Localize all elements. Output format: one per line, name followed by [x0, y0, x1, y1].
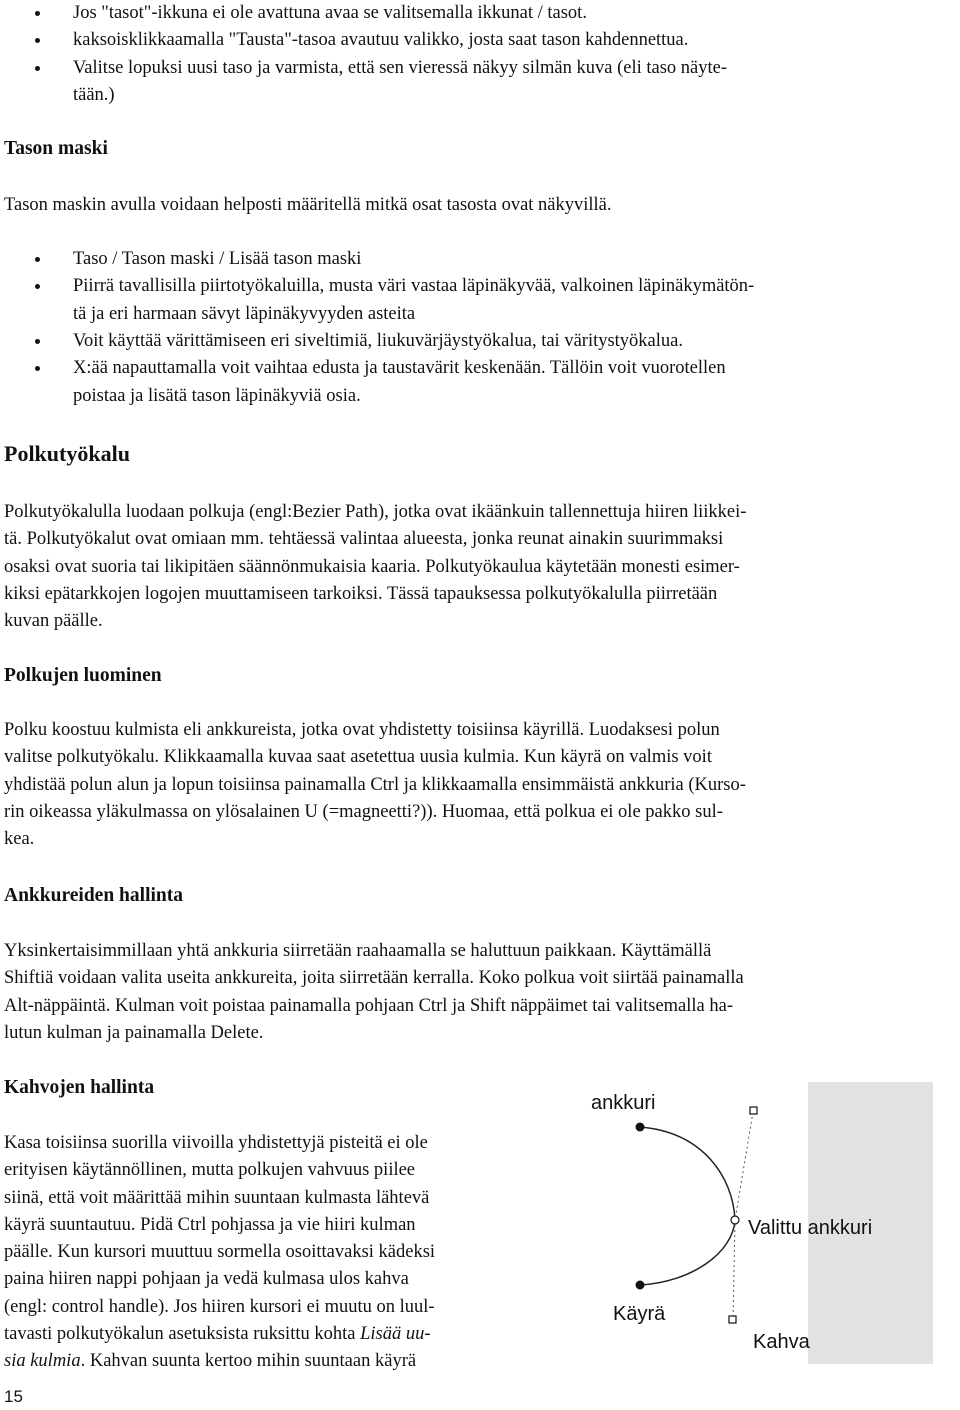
- list-item: Taso / Tason maski / Lisää tason maski: [0, 246, 960, 273]
- text-line: yhdistää polun alun ja lopun toisiinsa painamalla Ctrl ja klikkaamalla ensimmäistä ankkuria (Kurso-: [4, 774, 746, 795]
- anchor-point-bottom: [636, 1281, 645, 1290]
- text-line: kuvan päälle.: [4, 611, 103, 632]
- text-line: erityisen käytännöllinen, mutta polkujen vahvuus piilee: [4, 1160, 416, 1181]
- text-line: (engl: control handle). Jos hiiren kursori ei muutu on luul-: [4, 1296, 435, 1317]
- label-valittu-ankkuri: Valittu ankkuri: [748, 1217, 873, 1239]
- curve-lower: [640, 1220, 735, 1285]
- text-line: käyrä suuntautuu. Pidä Ctrl pohjassa ja vie hiiri kulman: [4, 1214, 416, 1235]
- label-kayra: Käyrä: [613, 1303, 666, 1325]
- handle-square-top: [750, 1107, 757, 1114]
- paragraph-polkutyokalu: [0, 499, 960, 635]
- heading-tason-maski: Tason maski: [4, 138, 108, 159]
- list-item: X:ää napauttamalla voit vaihtaa edusta ja taustavärit keskenään. Tällöin voit vuorotellen: [0, 355, 960, 382]
- path-anchor-figure: [583, 1082, 933, 1364]
- text-line: paina hiiren nappi pohjaan ja vedä kulmasa ulos kahva: [4, 1269, 409, 1290]
- label-ankkuri: ankkuri: [591, 1092, 656, 1114]
- list-item-continuation: poistaa ja lisätä tason läpinäkyviä osia.: [73, 386, 361, 406]
- text-line: Alt-näppäintä. Kulman voit poistaa painamalla pohjaan Ctrl ja Shift näppäimet tai valitsemalla ha-: [4, 995, 733, 1016]
- list-item: Valitse lopuksi uusi taso ja varmista, että sen vieressä näkyy silmän kuva (eli taso näyte-: [0, 55, 960, 82]
- text-line: Shiftiä voidaan valita useita ankkureita, joita siirretään kerralla. Koko polkua voit siirtää painamalla: [4, 968, 744, 989]
- paragraph-polkujen-luominen: [0, 717, 960, 853]
- selected-anchor-point: [731, 1216, 739, 1224]
- heading-polkujen-luominen: Polkujen luominen: [4, 665, 162, 686]
- anchor-point-top: [636, 1123, 645, 1132]
- text-line: lutun kulman ja painamalla Delete.: [4, 1022, 264, 1043]
- page-number: 15: [4, 1387, 23, 1406]
- text-line: Polku koostuu kulmista eli ankkureista, jotka ovat yhdistetty toisiinsa käyrillä. Luodaksesi polun: [4, 720, 720, 740]
- text-line: kea.: [4, 829, 35, 850]
- text-line: siinä, että voit määrittää mihin suuntaan kulmasta lähtevä: [4, 1187, 430, 1208]
- text-line: valitse polkutyökalu. Klikkaamalla kuvaa saat asetettua uusia kulmia. Kun käyrä on valmis voit: [4, 747, 712, 768]
- list-item-continuation: tään.): [73, 84, 115, 105]
- paragraph-kahvojen-hallinta: [0, 1130, 570, 1376]
- text-line: kiksi epätarkkojen logojen muuttamiseen tarkoiksi. Tässä tapauksessa polkutyökalulla piirretään: [4, 583, 718, 604]
- handle-square-bottom: [729, 1316, 736, 1323]
- text-line: Yksinkertaisimmillaan yhtä ankkuria siirretään raahaamalla se haluttuun paikkaan. Käyttämällä: [4, 941, 712, 961]
- paragraph-tason-maski: Tason maskin avulla voidaan helposti määritellä mitkä osat tasosta ovat näkyvillä.: [4, 195, 612, 215]
- text-line: Kasa toisiinsa suorilla viivoilla yhdistettyjä pisteitä ei ole: [4, 1133, 428, 1153]
- italic-option-name: sia kulmia: [4, 1351, 81, 1372]
- heading-ankkureiden-hallinta: Ankkureiden hallinta: [4, 885, 183, 906]
- tason-maski-bullet-list-2: [0, 328, 960, 383]
- italic-option-name: Lisää uu-: [360, 1324, 431, 1345]
- list-item-continuation: tä ja eri harmaan sävyt läpinäkyvyyden asteita: [73, 304, 416, 324]
- heading-kahvojen-hallinta: Kahvojen hallinta: [4, 1077, 155, 1098]
- text-line: Polkutyökalulla luodaan polkuja (engl:Bezier Path), jotka ovat ikäänkuin tallennettuja hiiren liikkei-: [4, 502, 747, 522]
- text-line: sia kulmia. Kahvan suunta kertoo mihin suuntaan käyrä: [4, 1351, 417, 1372]
- list-item: Piirrä tavallisilla piirtotyökaluilla, musta väri vastaa läpinäkyvää, valkoinen läpinäkymätön-: [0, 273, 960, 300]
- text-line: rin oikeassa yläkulmassa on ylösalainen U (=magneetti?)). Huomaa, että polkua ei ole pakko sul-: [4, 801, 723, 822]
- list-item: Voit käyttää värittämiseen eri siveltimiä, liukuvärjäystyökalua, tai väritystyökalua.: [0, 328, 960, 355]
- curve-upper: [640, 1127, 735, 1220]
- text-line: tavasti polkutyökalun asetuksista ruksittu kohta Lisää uu-: [4, 1324, 431, 1345]
- handle-line-upper: [735, 1112, 753, 1220]
- tason-maski-bullet-list: [0, 246, 960, 301]
- text-line: osaksi ovat suoria tai likipitäen säännönmukaisia kaaria. Polkutyökaulua käytetään monesti esimer-: [4, 556, 740, 577]
- heading-polkutyokalu: Polkutyökalu: [4, 441, 130, 466]
- text-line: päälle. Kun kursori muuttuu sormella osoittavaksi kädeksi: [4, 1242, 436, 1263]
- label-kahva: Kahva: [753, 1331, 810, 1353]
- text-line: tä. Polkutyökalut ovat omiaan mm. tehtäessä valintaa alueesta, jonka reunat ainakin suurimmaksi: [4, 529, 724, 550]
- paragraph-ankkureiden-hallinta: [0, 938, 960, 1047]
- intro-bullet-list: [0, 0, 960, 109]
- list-item: Jos "tasot"-ikkuna ei ole avattuna avaa se valitsemalla ikkunat / tasot.: [0, 0, 960, 27]
- handle-line-lower: [733, 1220, 735, 1322]
- list-item: kaksoisklikkaamalla "Tausta"-tasoa avautuu valikko, josta saat tason kahdennettua.: [0, 27, 960, 54]
